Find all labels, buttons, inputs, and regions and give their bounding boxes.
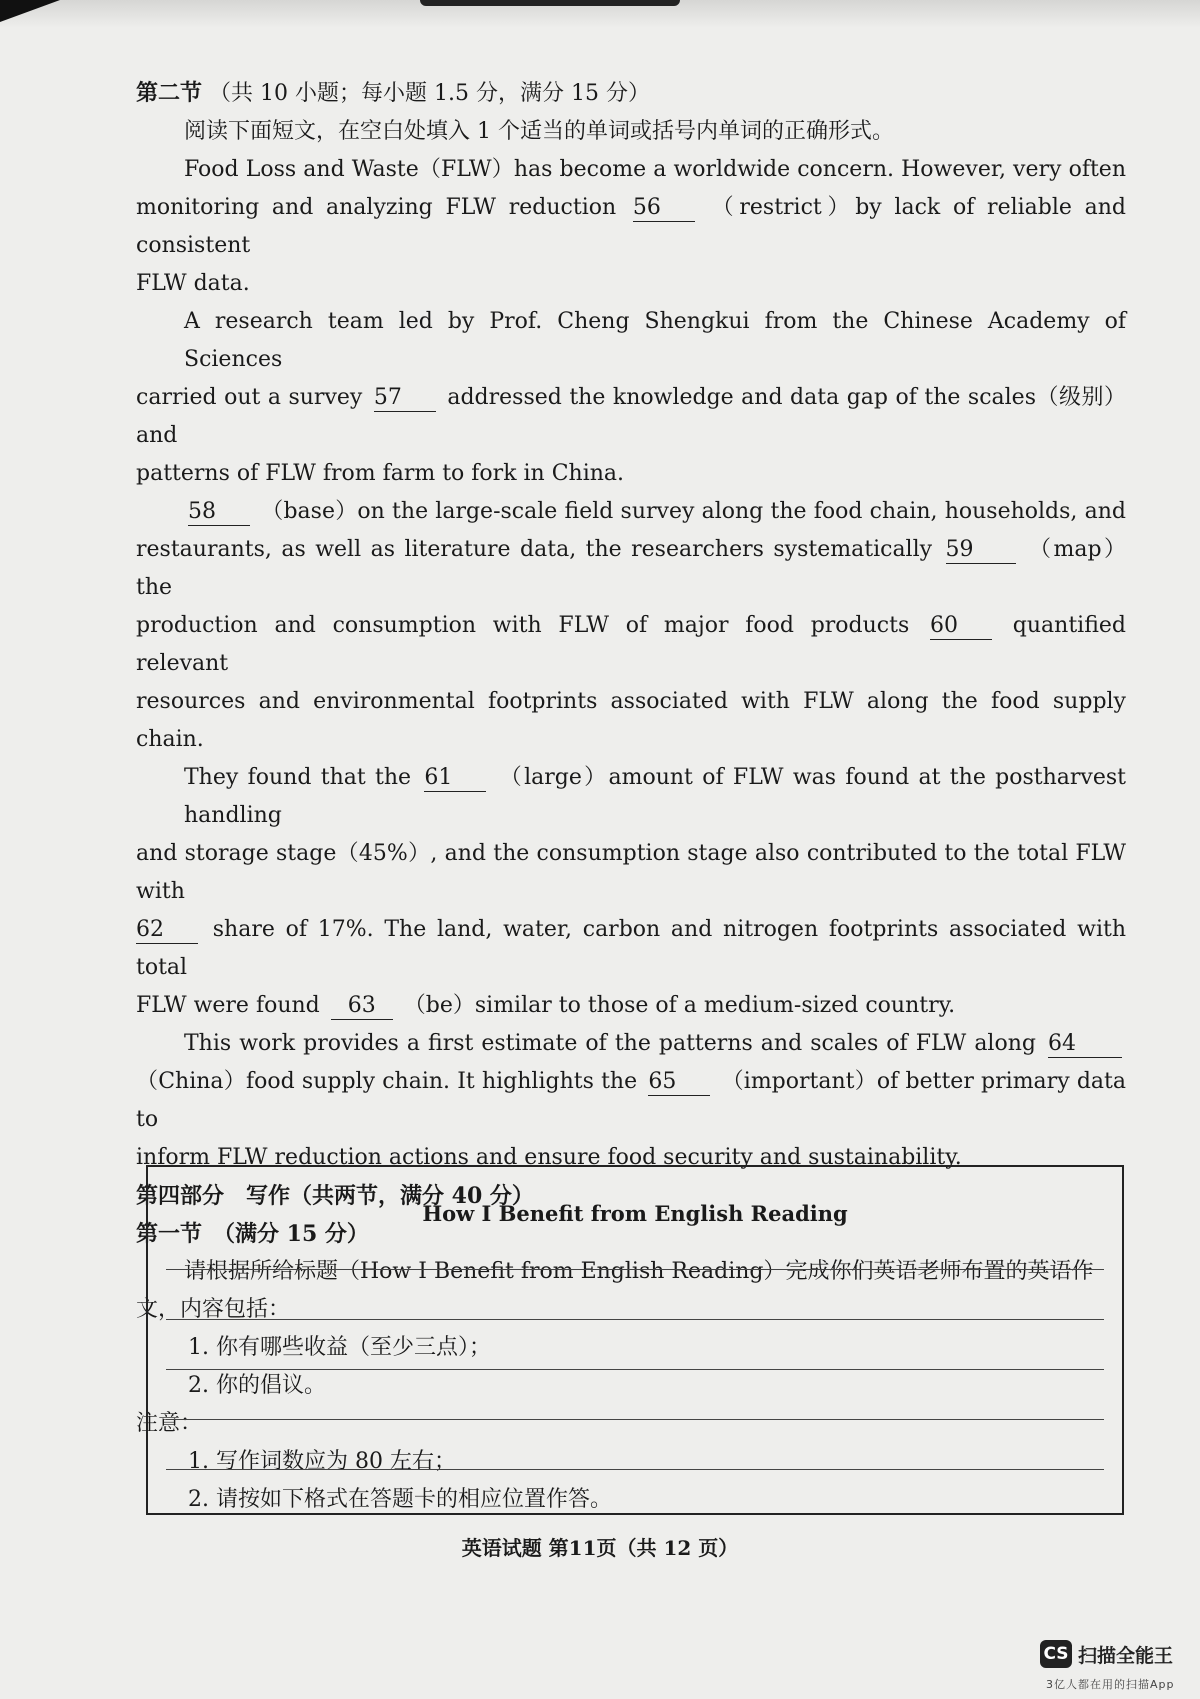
- section2-title: 第二节: [136, 80, 203, 106]
- p4-line4: [136, 987, 1126, 1025]
- blank-60: 60: [930, 613, 992, 640]
- p5-text: （important）of better primary data to: [136, 1069, 1126, 1132]
- blank-59: 59: [946, 537, 1016, 564]
- p4-line2: and storage stage（45%）, and the consumption stage also contributed to the total FLW with: [136, 841, 1126, 904]
- p1-text: monitoring and analyzing FLW reduction: [136, 195, 617, 220]
- cs-logo-icon: CS: [1040, 1640, 1072, 1668]
- part4-title: 第四部分 写作（共两节，满分 40 分）: [136, 1183, 534, 1209]
- blank-63: 63: [331, 993, 393, 1020]
- p2-line2: [136, 379, 1126, 455]
- writing-line: [166, 1369, 1104, 1370]
- section2-header: [136, 74, 1126, 113]
- blank-62: 62: [136, 917, 198, 944]
- blank-58: 58: [188, 499, 250, 526]
- p3-text: quantified relevant: [136, 613, 1126, 676]
- p2-line3: patterns of FLW from farm to fork in China.: [136, 461, 625, 486]
- p5-line3: inform FLW reduction actions and ensure food security and sustainability.: [136, 1145, 962, 1170]
- p1-text: （restrict）by lack of reliable and consistent: [136, 195, 1127, 258]
- p5-line2: [136, 1063, 1126, 1139]
- p4-text: （large）amount of FLW was found at the postharvest handling: [184, 765, 1126, 828]
- answer-box-title: How I Benefit from English Reading: [422, 1201, 848, 1226]
- writing-item-1: 1. 你有哪些收益（至少三点）；: [188, 1335, 491, 1360]
- scanner-name: 扫描全能王: [1078, 1644, 1174, 1667]
- blank-65: 65: [648, 1069, 710, 1096]
- blank-61: 61: [424, 765, 486, 792]
- p4-text: share of 17%. The land, water, carbon and nitrogen footprints associated with total: [136, 917, 1126, 980]
- p3-line4: resources and environmental footprints associated with FLW along the food supply chain.: [136, 689, 1126, 752]
- writing-prompt-line1: 请根据所给标题（How I Benefit from English Reading）完成你们英语老师布置的英语作: [184, 1259, 1094, 1284]
- writing-line: [166, 1319, 1104, 1320]
- p1-line3: FLW data.: [136, 271, 250, 296]
- part4-sec1-title: 第一节 （满分 15 分）: [136, 1221, 369, 1247]
- note-1: 1. 写作词数应为 80 左右；: [188, 1449, 456, 1474]
- note-2: 2. 请按如下格式在答题卡的相应位置作答。: [188, 1487, 612, 1512]
- blank-56: 56: [633, 195, 695, 222]
- p2-line1: A research team led by Prof. Cheng Shengkui from the Chinese Academy of Sciences: [184, 309, 1126, 372]
- p4-text: （be）similar to those of a medium-sized country.: [403, 993, 956, 1018]
- p2-text: addressed the knowledge and data gap of the scales（级别）and: [136, 385, 1127, 448]
- p5-text: （China）food supply chain. It highlights the: [136, 1069, 638, 1094]
- p5-line1: [136, 1025, 1126, 1063]
- section2-instruction: 阅读下面短文，在空白处填入 1 个适当的单词或括号内单词的正确形式。: [184, 119, 894, 144]
- scan-top-shadow: [420, 0, 680, 6]
- p5-text: This work provides a first estimate of the patterns and scales of FLW along: [184, 1031, 1036, 1056]
- p4-line3: [136, 911, 1126, 987]
- p4-line1: [136, 759, 1126, 835]
- p3-text: （map）the: [136, 537, 1126, 600]
- p1-line1: Food Loss and Waste（FLW）has become a worldwide concern. However, very often: [184, 157, 1126, 182]
- scanner-watermark: [1040, 1640, 1173, 1668]
- note-title: 注意：: [136, 1411, 203, 1436]
- p3-line3: [136, 607, 1126, 683]
- section2-info: （共 10 小题；每小题 1.5 分，满分 15 分）: [209, 81, 650, 106]
- writing-prompt-line2: 文，内容包括：: [136, 1297, 291, 1322]
- p3-text: （base）on the large-scale field survey along the food chain, households, and: [261, 499, 1126, 524]
- p4-text: FLW were found: [136, 993, 320, 1018]
- scanner-tagline: 3亿人都在用的扫描App: [1046, 1678, 1175, 1691]
- p4-text: They found that the: [184, 765, 412, 790]
- answer-box: [146, 1165, 1124, 1515]
- blank-57: 57: [374, 385, 436, 412]
- p1-line2: [136, 189, 1126, 265]
- blank-64: 64: [1048, 1031, 1122, 1058]
- p3-line1: [136, 493, 1126, 531]
- writing-line: [166, 1469, 1104, 1470]
- page-footer: 英语试题 第11页（共 12 页）: [461, 1536, 739, 1560]
- scan-corner-shadow: [0, 0, 60, 22]
- p3-text: restaurants, as well as literature data, the researchers systematically: [136, 537, 933, 562]
- writing-line: [166, 1269, 1104, 1270]
- writing-line: [166, 1419, 1104, 1420]
- p3-line2: [136, 531, 1126, 607]
- p2-text: carried out a survey: [136, 385, 363, 410]
- p3-text: production and consumption with FLW of major food products: [136, 613, 910, 638]
- writing-item-2: 2. 你的倡议。: [188, 1373, 326, 1398]
